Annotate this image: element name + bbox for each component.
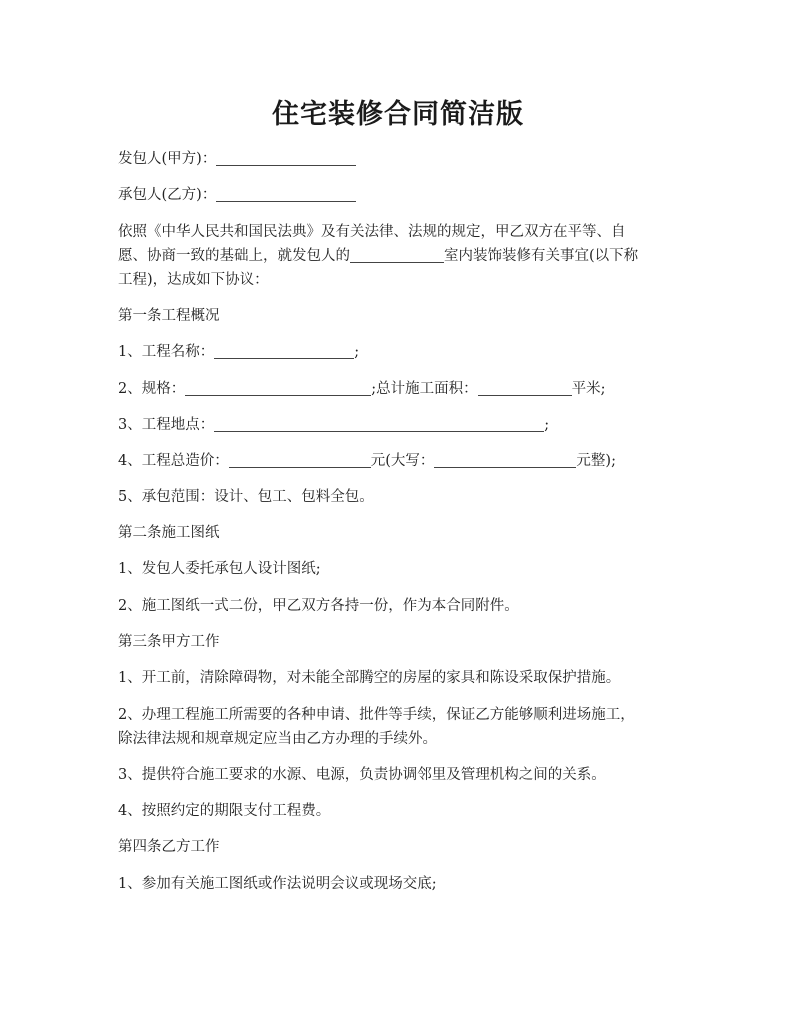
preamble-line-1: 依照《中华人民共和国民法典》及有关法律、法规的规定，甲乙双方在平等、自	[118, 224, 626, 240]
article-3-item-2-line-2: 除法律法规和规章规定应当由乙方办理的手续外。	[118, 731, 437, 747]
site-label: 3、工程地点：	[118, 417, 215, 433]
article-2-item-1: 1、发包人委托承包人设计图纸;	[118, 561, 321, 577]
project-owner-blank[interactable]	[350, 247, 444, 263]
spec-line	[118, 377, 688, 401]
preamble-line-3: 工程)，达成如下协议：	[118, 272, 269, 288]
party-b-line	[118, 183, 688, 207]
price-line	[118, 449, 688, 473]
price-words-blank[interactable]	[434, 452, 576, 468]
article-4-item-1: 1、参加有关施工图纸或作法说明会议或现场交底;	[118, 876, 437, 892]
party-a-blank[interactable]	[216, 150, 356, 166]
preamble-text: 室内装饰装修有关事宜(以下称	[444, 248, 639, 264]
price-end: 元整);	[576, 453, 616, 469]
spec-label: 2、规格：	[118, 381, 186, 397]
site-line	[118, 413, 688, 437]
site-blank[interactable]	[214, 416, 544, 432]
article-3-heading: 第三条甲方工作	[118, 634, 220, 650]
price-words-label: 元(大写：	[370, 453, 435, 469]
preamble-text: 愿、协商一致的基础上，就发包人的	[118, 248, 350, 264]
area-blank[interactable]	[478, 380, 572, 396]
price-label: 4、工程总造价：	[118, 453, 229, 469]
party-b-blank[interactable]	[216, 186, 356, 202]
article-3-item-2-line-1: 2、办理工程施工所需要的各种申请、批件等手续，保证乙方能够顺利进场施工，	[118, 707, 635, 723]
area-unit: 平米;	[571, 381, 606, 397]
article-2-heading: 第二条施工图纸	[118, 525, 220, 541]
article-1-heading: 第一条工程概况	[118, 308, 220, 324]
preamble-line-2	[118, 244, 688, 268]
area-label: ;总计施工面积：	[371, 381, 478, 397]
price-blank[interactable]	[229, 452, 371, 468]
project-name-blank[interactable]	[214, 343, 354, 359]
party-a-line	[118, 147, 688, 171]
party-a-label: 发包人(甲方)：	[118, 151, 217, 167]
party-b-label: 承包人(乙方)：	[118, 187, 217, 203]
article-3-item-1: 1、开工前，清除障碍物，对未能全部腾空的房屋的家具和陈设采取保护措施。	[118, 670, 621, 686]
article-3-item-3: 3、提供符合施工要求的水源、电源，负责协调邻里及管理机构之间的关系。	[118, 767, 606, 783]
scope-line: 5、承包范围：设计、包工、包料全包。	[118, 489, 374, 505]
article-2-item-2: 2、施工图纸一式二份，甲乙双方各持一份，作为本合同附件。	[118, 598, 519, 614]
punctuation: ;	[544, 417, 550, 433]
punctuation: ;	[354, 344, 360, 360]
project-name-label: 1、工程名称：	[118, 344, 215, 360]
article-4-heading: 第四条乙方工作	[118, 839, 220, 855]
article-3-item-4: 4、按照约定的期限支付工程费。	[118, 803, 331, 819]
page-title: 住宅装修合同简洁版	[272, 99, 524, 130]
spec-blank[interactable]	[185, 380, 371, 396]
project-name-line	[118, 340, 688, 364]
